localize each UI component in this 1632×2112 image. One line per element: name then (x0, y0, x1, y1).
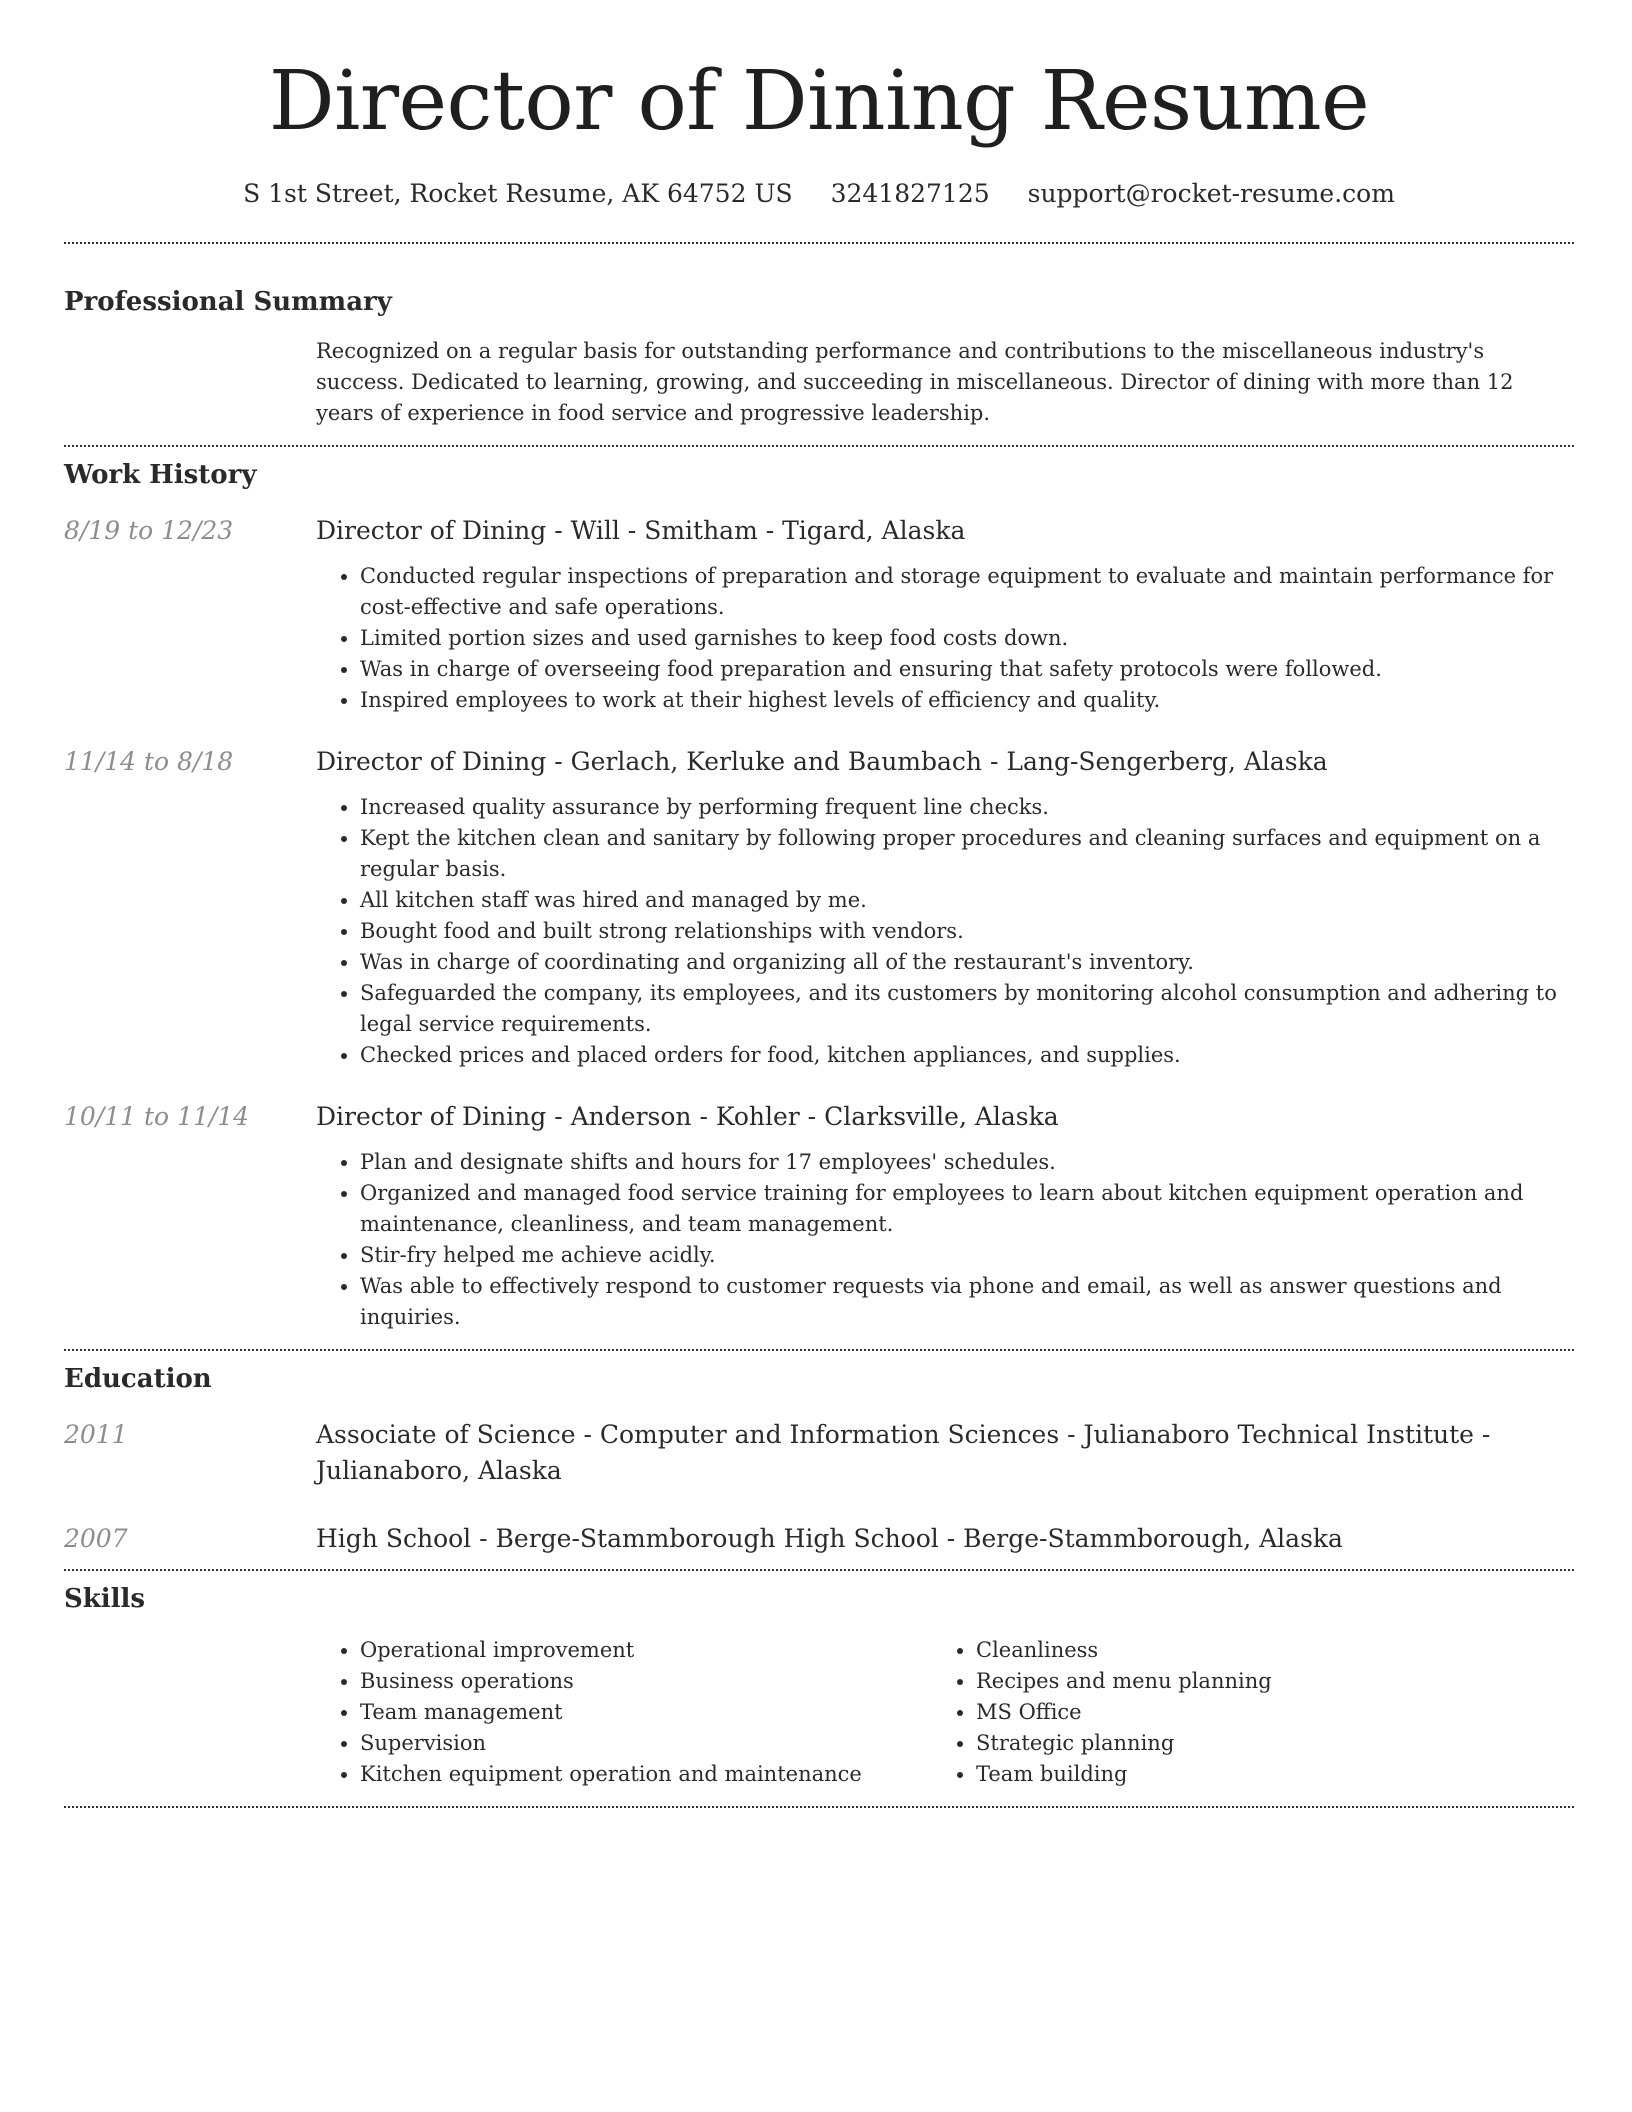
education-heading: Education (64, 1364, 212, 1394)
skills-section (64, 1583, 1574, 1790)
contact-phone: 3241827125 (830, 179, 990, 208)
list-item: • Recipes and menu planning (976, 1666, 1536, 1697)
summary-text: Recognized on a regular basis for outstanding performance and contributions to the miscellaneous industry's success. Dedicated to learning, growing, and succeeding in miscellaneous. Director of dining with more than 12 years of experience in food service and progressive leadership. (316, 339, 1514, 425)
list-item: • Was in charge of coordinating and organizing all of the restaurant's inventory. (360, 947, 1574, 978)
job-title: Director of Dining - Anderson - Kohler - Clarksville, Alaska (316, 1102, 1059, 1131)
list-item: • Kitchen equipment operation and maintenance (360, 1759, 932, 1790)
education-year: 2011 (64, 1420, 128, 1449)
list-item: • Business operations (360, 1666, 932, 1697)
list-item: • Inspired employees to work at their highest levels of efficiency and quality. (360, 685, 1574, 716)
skills-list (316, 1635, 1574, 1790)
job-dates: 11/14 to 8/18 (64, 747, 234, 776)
list-item: • Plan and designate shifts and hours for 17 employees' schedules. (360, 1147, 1574, 1178)
list-item: • Cleanliness (976, 1635, 1536, 1666)
list-item: • Increased quality assurance by performing frequent line checks. (360, 792, 1574, 823)
list-item: • Checked prices and placed orders for food, kitchen appliances, and supplies. (360, 1040, 1574, 1071)
list-item: • Bought food and built strong relationships with vendors. (360, 916, 1574, 947)
divider (64, 1349, 1574, 1351)
divider (64, 242, 1574, 244)
list-item: • All kitchen staff was hired and managed by me. (360, 885, 1574, 916)
list-item: • Conducted regular inspections of preparation and storage equipment to evaluate and maintain performance for cost-effective and safe operations. (360, 561, 1574, 623)
job-bullets (316, 792, 1574, 1071)
work-history-heading: Work History (64, 460, 257, 490)
education-year: 2007 (64, 1524, 128, 1553)
education-detail (316, 1417, 1574, 1489)
divider (64, 445, 1574, 447)
list-item: • Stir-fry helped me achieve acidly. (360, 1240, 1574, 1271)
list-item: • Team building (976, 1759, 1536, 1790)
divider (64, 1569, 1574, 1571)
education-degree: High School (316, 1524, 472, 1553)
education-school: - Julianaboro Technical Institute - Julianaboro, Alaska (316, 1420, 1491, 1485)
skills-column (316, 1635, 932, 1790)
summary-heading: Professional Summary (64, 287, 392, 317)
contact-email: support@rocket-resume.com (1027, 179, 1395, 208)
list-item: • Kept the kitchen clean and sanitary by following proper procedures and cleaning surfaces and equipment on a regular basis. (360, 823, 1574, 885)
list-item: • Organized and managed food service training for employees to learn about kitchen equipment operation and maintenance, cleanliness, and team management. (360, 1178, 1574, 1240)
list-item: • Operational improvement (360, 1635, 932, 1666)
job-entry (64, 1099, 1574, 1333)
resume-title: Director of Dining Resume (268, 54, 1370, 149)
work-history-section (64, 459, 1574, 1333)
job-bullets (316, 561, 1574, 716)
list-item: • Limited portion sizes and used garnishes to keep food costs down. (360, 623, 1574, 654)
list-item: • MS Office (976, 1697, 1536, 1728)
job-entry (64, 513, 1574, 716)
contact-line (64, 178, 1574, 210)
list-item: • Safeguarded the company, its employees, and its customers by monitoring alcohol consumption and adhering to legal service requirements. (360, 978, 1574, 1040)
education-entry (64, 1417, 1574, 1489)
contact-address: S 1st Street, Rocket Resume, AK 64752 US (243, 179, 793, 208)
summary-section (64, 286, 1574, 429)
education-section (64, 1363, 1574, 1557)
divider (64, 1806, 1574, 1808)
job-title: Director of Dining - Will - Smitham - Tigard, Alaska (316, 516, 966, 545)
list-item: • Supervision (360, 1728, 932, 1759)
job-dates: 10/11 to 11/14 (64, 1102, 250, 1131)
list-item: • Team management (360, 1697, 932, 1728)
skills-heading: Skills (64, 1584, 146, 1614)
education-degree: Associate of Science - Computer and Information Sciences (316, 1420, 1060, 1449)
job-entry (64, 744, 1574, 1071)
list-item: • Was able to effectively respond to customer requests via phone and email, as well as answer questions and inquiries. (360, 1271, 1574, 1333)
job-dates: 8/19 to 12/23 (64, 516, 234, 545)
education-detail (316, 1521, 1574, 1557)
list-item: • Was in charge of overseeing food preparation and ensuring that safety protocols were followed. (360, 654, 1574, 685)
education-school: - Berge-Stammborough High School - Berge-Stammborough, Alaska (471, 1524, 1343, 1553)
resume-page (64, 0, 1574, 1808)
job-bullets (316, 1147, 1574, 1333)
job-title: Director of Dining - Gerlach, Kerluke and Baumbach - Lang-Sengerberg, Alaska (316, 747, 1328, 776)
list-item: • Strategic planning (976, 1728, 1536, 1759)
education-entry (64, 1521, 1574, 1557)
skills-column (932, 1635, 1536, 1790)
